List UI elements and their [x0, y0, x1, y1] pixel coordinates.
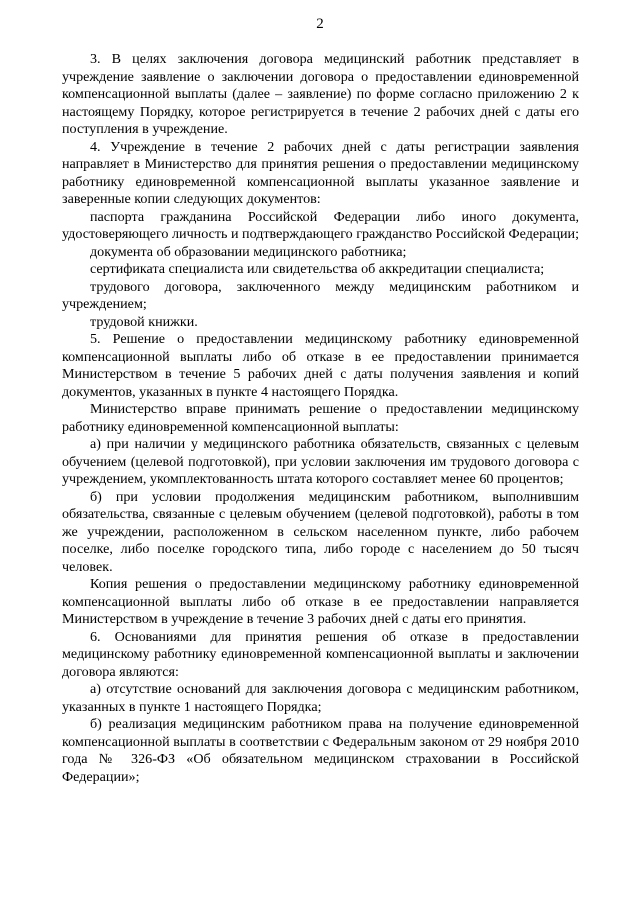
- paragraph-5: 5. Решение о предоставлении медицинскому работнику единовременной компенсационной выплаты либо об отказе в ее предоставлении принимается Министерством в течение 5 рабочих дней с даты получения заявления и копий документов, указанных в пункте 4 настоящего Порядка.: [62, 331, 579, 400]
- page-number: 2: [316, 16, 324, 32]
- condition-a: а) при наличии у медицинского работника обязательств, связанных с целевым обучением (целевой подготовкой), при условии заключения им трудового договора с учреждением, укомплектованность штата которого составляет менее 60 процентов;: [62, 436, 579, 487]
- document-item-labor-contract: трудового договора, заключенного между медицинским работником и учреждением;: [62, 278, 579, 312]
- paragraph-4: 4. Учреждение в течение 2 рабочих дней с даты регистрации заявления направляет в Министерство для принятия решения о предоставлении медицинскому работнику единовременной компенсационной выплаты указанное заявление и заверенные копии следующих документов:: [62, 138, 579, 207]
- paragraph-decision-copy: Копия решения о предоставлении медицинскому работнику единовременной компенсационной выплаты либо об отказе в ее предоставлении направляется Министерством в учреждение в течение 3 рабочих дней с даты его принятия.: [62, 576, 579, 627]
- document-body: [62, 51, 579, 786]
- paragraph-6: 6. Основаниями для принятия решения об отказе в предоставлении медицинскому работнику единовременной компенсационной выплаты и заключении договора являются:: [62, 628, 579, 680]
- refusal-reason-a: а) отсутствие оснований для заключения договора с медицинским работником, указанных в пункте 1 настоящего Порядка;: [62, 681, 579, 715]
- condition-b: б) при условии продолжения медицинским работником, выполнившим обязательства, связанные с целевым обучением (целевой подготовкой), работы в том же учреждении, расположенном в сельском населенном пункте, либо рабочем поселке, либо поселке городского типа, либо городе с населением до 50 тысяч человек.: [62, 488, 579, 575]
- document-item-work-book: трудовой книжки.: [90, 313, 198, 330]
- document-item-education: документа об образовании медицинского работника;: [90, 243, 407, 260]
- document-item-passport: паспорта гражданина Российской Федерации либо иного документа, удостоверяющего личность и подтверждающего гражданство Российской Федерации;: [62, 208, 580, 242]
- refusal-reason-b: б) реализация медицинским работником права на получение единовременной компенсационной выплаты в соответствии с Федеральным законом от 29 ноября 2010 года № 326-ФЗ «Об обязательном медицинском страховании в Российской Федерации»;: [62, 716, 579, 785]
- paragraph-3: 3. В целях заключения договора медицинский работник представляет в учреждение заявление о заключении договора о предоставлении единовременной компенсационной выплаты (далее – заявление) по форме согласно приложению 2 к настоящему Порядку, которое регистрируется в течение 2 рабочих дней с даты его поступления в учреждение.: [62, 51, 579, 137]
- paragraph-ministry-right: Министерство вправе принимать решение о предоставлении медицинскому работнику единовременной компенсационной выплаты:: [62, 401, 579, 435]
- document-item-certificate: сертификата специалиста или свидетельства об аккредитации специалиста;: [90, 261, 545, 277]
